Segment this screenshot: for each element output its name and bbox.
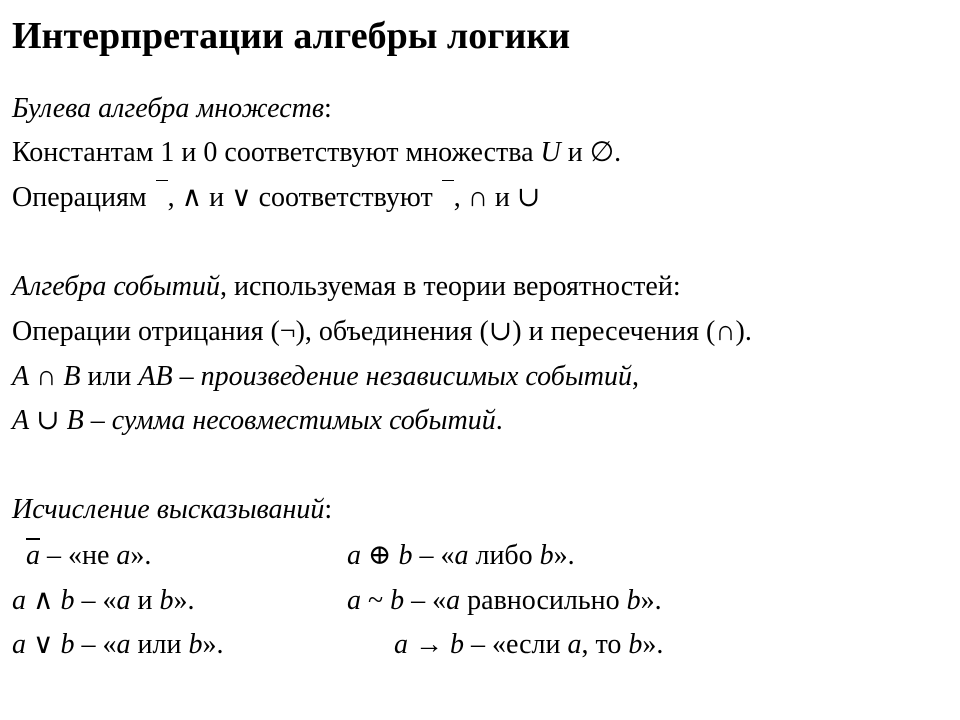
product-comma: , <box>632 361 640 392</box>
event-a: A <box>12 361 30 392</box>
or-symbol: ∨ <box>26 629 61 660</box>
not-end: ». <box>130 540 152 571</box>
not-a-symbol: $\overline{a}$ <box>26 540 40 571</box>
events-heading-tail: , используемая в теории вероятностей: <box>220 271 681 302</box>
intersection-symbol: ∩ <box>29 361 64 392</box>
sets-heading-colon: : <box>324 93 332 124</box>
equiv-word: равносильно <box>460 585 627 616</box>
var-a: a <box>454 540 469 571</box>
and-word: и <box>130 585 160 616</box>
operations-set-symbols: , ∩ и ∪ <box>453 182 541 213</box>
var-a: a <box>347 540 361 571</box>
equiv-symbol: ~ <box>361 585 391 616</box>
impl-word: , то <box>581 629 629 660</box>
var-a: a <box>446 585 461 616</box>
var-a: a <box>12 585 26 616</box>
sum-period: . <box>495 405 503 436</box>
impl-end: ». <box>642 629 664 660</box>
union-symbol: ∪ <box>29 405 67 436</box>
events-sum-line <box>12 402 503 440</box>
sets-heading: Булева алгебра множеств <box>12 93 325 124</box>
statements-heading-line <box>12 491 332 529</box>
statements-heading-colon: : <box>324 494 333 525</box>
or-end: ». <box>202 629 224 660</box>
xor-line <box>347 537 575 575</box>
operations-text: Операциям <box>12 182 154 213</box>
or-line <box>12 626 223 664</box>
var-b: b <box>60 629 75 660</box>
xor-symbol: ⊕ <box>361 540 399 571</box>
constants-period: . <box>614 137 622 168</box>
events-ops-line: Операции отрицания (¬), объединения (∪) и пересечения (∩). <box>12 316 752 347</box>
event-b: B <box>66 405 84 436</box>
xor-end: ». <box>553 540 575 571</box>
and-dash: – « <box>74 585 117 616</box>
and-end: ». <box>173 585 195 616</box>
var-a: a <box>12 629 26 660</box>
statements-heading: Исчисление высказываний <box>12 494 325 525</box>
not-text: – «не <box>40 540 117 571</box>
implication-symbol: → <box>408 629 450 660</box>
equiv-dash: – « <box>404 585 447 616</box>
var-a: a <box>567 629 582 660</box>
events-heading: Алгебра событий <box>12 271 221 302</box>
xor-word: либо <box>468 540 540 571</box>
or-word: или <box>130 629 189 660</box>
sum-description: – сумма несовместимых событий <box>83 405 496 436</box>
product-description: – произведение независимых событий <box>172 361 633 392</box>
xor-dash: – « <box>412 540 455 571</box>
event-ab: AB <box>138 361 173 392</box>
event-a: A <box>12 405 30 436</box>
sets-operations-line <box>12 179 540 217</box>
var-a: a <box>116 585 131 616</box>
sets-constants-line <box>12 134 621 172</box>
and-symbol: ∧ <box>26 585 61 616</box>
impl-text: – «если <box>464 629 568 660</box>
or-dash: – « <box>74 629 117 660</box>
var-b: b <box>159 585 174 616</box>
event-b: B <box>63 361 81 392</box>
constants-and: и <box>560 137 590 168</box>
var-b: b <box>398 540 413 571</box>
var-a: a <box>116 629 131 660</box>
sets-heading-line <box>12 90 332 128</box>
operations-logic-symbols: , ∧ и ∨ соответствуют <box>167 182 440 213</box>
empty-set-symbol: ∅ <box>589 137 615 168</box>
equiv-end: ». <box>640 585 662 616</box>
not-a-line <box>26 537 151 575</box>
events-heading-line <box>12 268 681 306</box>
negation-bar-symbol <box>154 196 168 206</box>
var-a: a <box>394 629 408 660</box>
var-b: b <box>626 585 641 616</box>
var-b: b <box>188 629 203 660</box>
var-b: b <box>539 540 554 571</box>
and-line <box>12 582 194 620</box>
complement-bar-symbol <box>440 196 454 206</box>
product-or: или <box>80 361 139 392</box>
universal-set-symbol: U <box>540 137 561 168</box>
var-b: b <box>390 585 405 616</box>
impl-line <box>394 626 663 664</box>
events-product-line <box>12 358 639 396</box>
constants-text: Константам 1 и 0 соответствуют множества <box>12 137 541 168</box>
page-title: Интерпретации алгебры логики <box>12 15 571 57</box>
var-a: a <box>347 585 361 616</box>
var-a: a <box>116 540 131 571</box>
var-b: b <box>450 629 464 660</box>
var-b: b <box>628 629 643 660</box>
var-b: b <box>60 585 75 616</box>
equiv-line <box>347 582 662 620</box>
